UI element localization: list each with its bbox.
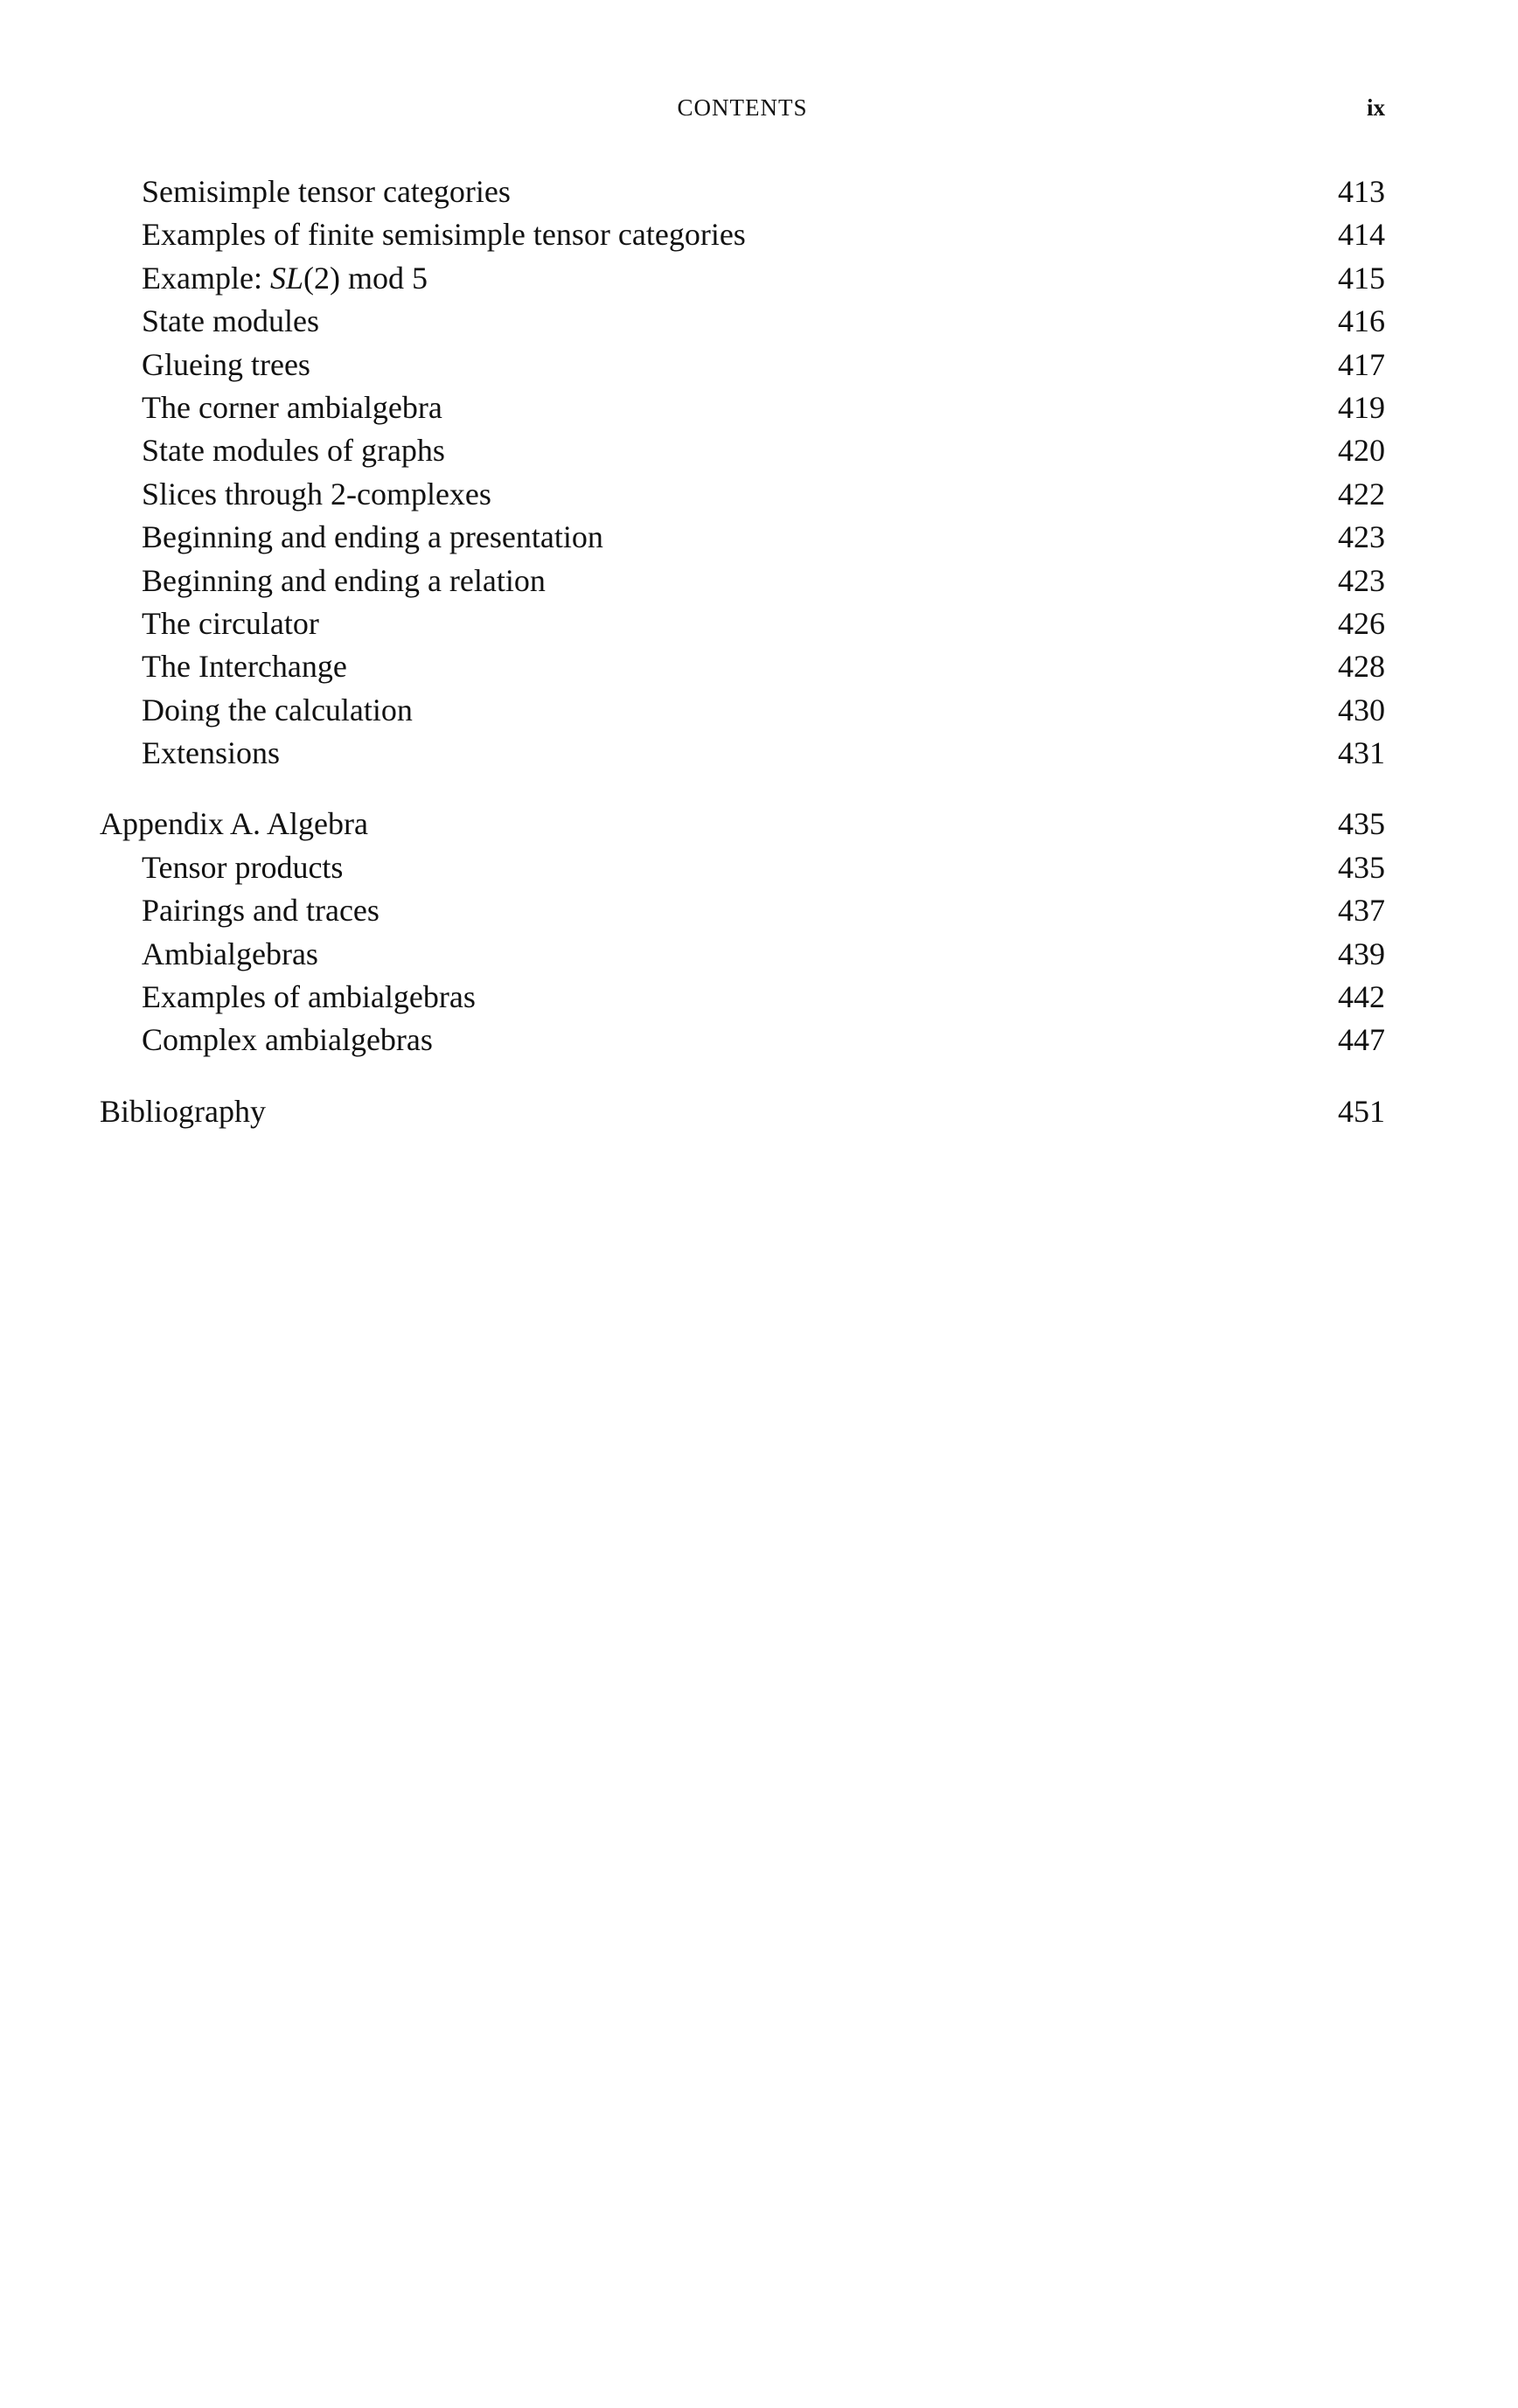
toc-entry-page: 428 — [1338, 649, 1385, 685]
toc-entry-title: Beginning and ending a presentation — [142, 519, 603, 555]
toc-entry-title: Glueing trees — [142, 346, 310, 382]
toc-entry-page: 422 — [1338, 476, 1385, 512]
toc-entry-page: 439 — [1338, 936, 1385, 971]
table-of-contents — [100, 171, 1385, 1133]
toc-entry-page: 416 — [1338, 303, 1385, 339]
toc-entry — [100, 344, 1385, 386]
toc-entry — [100, 645, 1385, 688]
toc-entry — [100, 933, 1385, 976]
toc-entry-page: 447 — [1338, 1022, 1385, 1058]
toc-entry-page: 435 — [1338, 849, 1385, 885]
toc-entry-title: Semisimple tensor categories — [142, 174, 511, 209]
toc-entry-page: 442 — [1338, 979, 1385, 1015]
running-head — [100, 94, 1385, 129]
toc-entry-page: 437 — [1338, 893, 1385, 929]
toc-entry — [100, 257, 1385, 300]
toc-entry-page: 414 — [1338, 217, 1385, 253]
toc-entry — [100, 976, 1385, 1019]
toc-entry-page: 419 — [1338, 389, 1385, 425]
toc-entry — [100, 300, 1385, 343]
toc-entry-title: Examples of finite semisimple tensor categories — [142, 217, 746, 253]
toc-entry — [100, 846, 1385, 889]
toc-entry-title: Examples of ambialgebras — [142, 979, 476, 1015]
toc-entry-title-suffix: (2) mod 5 — [303, 260, 428, 296]
toc-entry-page: 431 — [1338, 735, 1385, 771]
toc-entry — [100, 889, 1385, 932]
toc-entry — [100, 171, 1385, 213]
toc-entry-page: 420 — [1338, 433, 1385, 469]
toc-entry-page: 423 — [1338, 519, 1385, 555]
toc-entry-title: The circulator — [142, 605, 319, 641]
toc-entry-title — [100, 257, 428, 300]
toc-entry-title: The corner ambialgebra — [142, 389, 442, 425]
toc-entry-title: Extensions — [142, 735, 280, 771]
toc-entry — [100, 213, 1385, 256]
toc-entry-page: 415 — [1338, 260, 1385, 296]
toc-chapter-entry — [100, 803, 1385, 846]
toc-entry-title: Slices through 2-complexes — [142, 476, 491, 512]
toc-entry-title-prefix: Example: — [142, 260, 270, 296]
toc-entry — [100, 386, 1385, 429]
toc-entry — [100, 473, 1385, 516]
toc-entry-title: Bibliography — [100, 1093, 266, 1129]
page-number: ix — [1366, 94, 1385, 121]
toc-entry — [100, 689, 1385, 732]
toc-entry-title: Complex ambialgebras — [142, 1022, 433, 1058]
toc-entry — [100, 516, 1385, 559]
toc-entry-page: 423 — [1338, 562, 1385, 598]
toc-entry — [100, 1019, 1385, 1061]
toc-entry-page: 413 — [1338, 174, 1385, 209]
toc-entry — [100, 560, 1385, 602]
toc-entry-title: State modules of graphs — [142, 433, 445, 469]
toc-entry-page: 417 — [1338, 346, 1385, 382]
toc-entry-title: Appendix A. Algebra — [100, 806, 368, 842]
toc-entry-page: 451 — [1338, 1093, 1385, 1129]
toc-entry-title: Beginning and ending a relation — [142, 562, 546, 598]
running-title: CONTENTS — [677, 94, 808, 121]
toc-entry-title: Ambialgebras — [142, 936, 318, 971]
toc-entry-title: Tensor products — [142, 849, 344, 885]
toc-entry-page: 430 — [1338, 692, 1385, 727]
toc-entry — [100, 732, 1385, 775]
toc-entry-title: Doing the calculation — [142, 692, 413, 727]
toc-entry-title: Pairings and traces — [142, 893, 380, 929]
toc-chapter-entry — [100, 1090, 1385, 1133]
toc-entry-page: 426 — [1338, 605, 1385, 641]
toc-entry-page: 435 — [1338, 806, 1385, 842]
toc-entry-title-math: SL — [269, 260, 303, 296]
toc-entry — [100, 429, 1385, 472]
toc-entry-title: The Interchange — [142, 649, 347, 685]
toc-entry-title: State modules — [142, 303, 319, 339]
toc-entry — [100, 602, 1385, 645]
